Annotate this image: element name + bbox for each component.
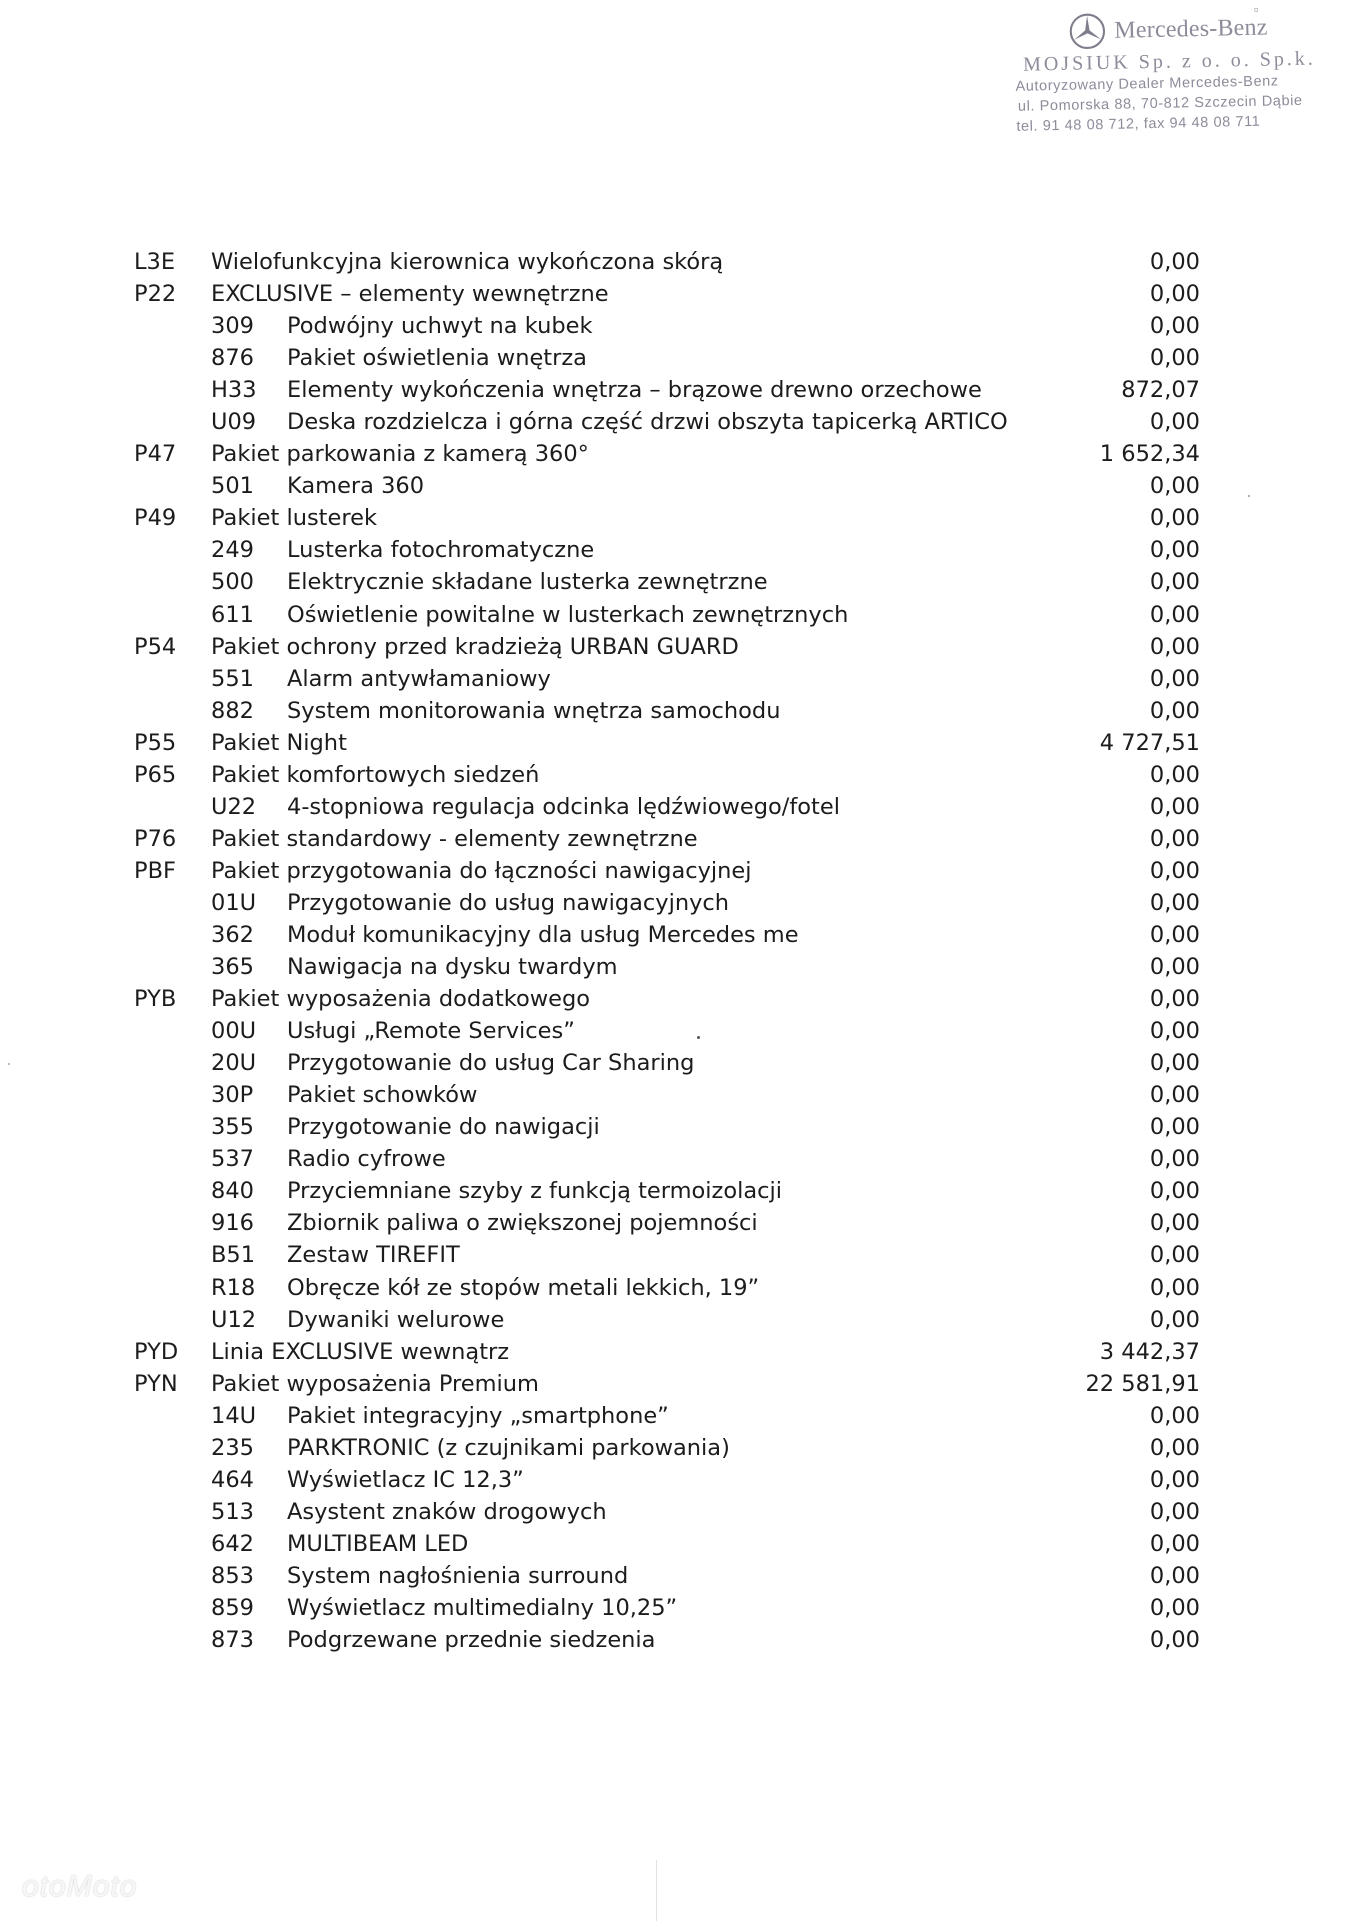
option-row bbox=[0, 1560, 1360, 1592]
option-description: Zbiornik paliwa o zwiększonej pojemności bbox=[287, 1210, 758, 1237]
option-price: 0,00 bbox=[1149, 537, 1200, 564]
option-row bbox=[0, 951, 1360, 983]
option-price: 0,00 bbox=[1149, 1562, 1200, 1589]
option-price: 0,00 bbox=[1149, 1530, 1200, 1557]
option-description: MULTIBEAM LED bbox=[287, 1530, 469, 1557]
option-row bbox=[0, 1079, 1360, 1111]
stamp-brand-row bbox=[1068, 4, 1339, 51]
option-price: 0,00 bbox=[1149, 761, 1200, 788]
option-code: P49 bbox=[134, 505, 177, 532]
option-code: 500 bbox=[211, 569, 254, 596]
option-description: Lusterka fotochromatyczne bbox=[287, 537, 595, 564]
option-row bbox=[0, 791, 1360, 823]
option-code: P54 bbox=[134, 633, 177, 660]
option-row bbox=[0, 695, 1360, 727]
option-price: 0,00 bbox=[1149, 409, 1200, 436]
option-code: 355 bbox=[211, 1114, 254, 1141]
option-description: Przyciemniane szyby z funkcją termoizolacji bbox=[287, 1178, 783, 1205]
stamp-phone-line: tel. 91 48 08 712, fax 94 48 08 711 bbox=[1016, 113, 1261, 135]
option-code: 14U bbox=[211, 1402, 257, 1429]
option-code: 859 bbox=[211, 1594, 254, 1621]
option-description: Pakiet przygotowania do łączności nawigacyjnej bbox=[211, 857, 752, 884]
option-code: 501 bbox=[211, 473, 254, 500]
option-row bbox=[0, 566, 1360, 598]
option-code: 882 bbox=[211, 697, 254, 724]
option-price: 22 581,91 bbox=[1085, 1370, 1200, 1397]
option-row bbox=[0, 1207, 1360, 1239]
option-code: U09 bbox=[211, 409, 257, 436]
option-row bbox=[0, 1272, 1360, 1304]
option-price: 0,00 bbox=[1149, 889, 1200, 916]
option-description: Przygotowanie do nawigacji bbox=[287, 1114, 600, 1141]
option-code: 642 bbox=[211, 1530, 254, 1557]
option-code: 873 bbox=[211, 1627, 254, 1654]
stamp-company-name: MOJSIUK Sp. z o. o. Sp.k. bbox=[1022, 47, 1317, 76]
option-description: Elektrycznie składane lusterka zewnętrzne bbox=[287, 569, 768, 596]
option-description: Pakiet oświetlenia wnętrza bbox=[287, 345, 587, 372]
option-row bbox=[0, 1047, 1360, 1079]
option-row bbox=[0, 599, 1360, 631]
option-row bbox=[0, 759, 1360, 791]
option-price: 0,00 bbox=[1149, 249, 1200, 275]
option-description: Zestaw TIREFIT bbox=[287, 1242, 460, 1269]
option-code: U12 bbox=[211, 1306, 257, 1333]
watermark-text: otoMoto bbox=[22, 1870, 138, 1903]
option-code: PBF bbox=[134, 857, 176, 884]
option-price: 0,00 bbox=[1149, 1050, 1200, 1077]
option-price: 0,00 bbox=[1149, 793, 1200, 820]
option-price: 0,00 bbox=[1149, 569, 1200, 596]
option-price: 0,00 bbox=[1149, 1627, 1200, 1654]
option-price: 0,00 bbox=[1149, 313, 1200, 340]
option-description: Pakiet integracyjny „smartphone” bbox=[287, 1402, 669, 1429]
option-code: B51 bbox=[211, 1242, 256, 1269]
option-description: Radio cyfrowe bbox=[287, 1146, 446, 1173]
option-price: 0,00 bbox=[1149, 954, 1200, 981]
option-row bbox=[0, 1143, 1360, 1175]
option-price: 0,00 bbox=[1149, 281, 1200, 308]
option-price: 0,00 bbox=[1149, 1274, 1200, 1301]
option-description: Moduł komunikacyjny dla usług Mercedes me bbox=[287, 921, 799, 948]
option-description: Pakiet ochrony przed kradzieżą URBAN GUARD bbox=[211, 633, 739, 660]
option-row bbox=[0, 1015, 1360, 1047]
option-description: EXCLUSIVE – elementy wewnętrzne bbox=[211, 281, 609, 308]
option-code: 611 bbox=[211, 601, 254, 628]
option-description: Elementy wykończenia wnętrza – brązowe drewno orzechowe bbox=[287, 377, 982, 404]
option-code: 00U bbox=[211, 1018, 257, 1045]
option-description: Wielofunkcyjna kierownica wykończona skórą bbox=[211, 249, 724, 275]
option-description: Kamera 360 bbox=[287, 473, 425, 500]
option-code: 551 bbox=[211, 665, 254, 692]
option-description: Pakiet wyposażenia Premium bbox=[211, 1370, 539, 1397]
option-price: 4 727,51 bbox=[1099, 729, 1200, 756]
option-code: P47 bbox=[134, 441, 177, 468]
option-code: P65 bbox=[134, 761, 177, 788]
option-code: P76 bbox=[134, 825, 177, 852]
option-row bbox=[0, 1304, 1360, 1336]
option-row bbox=[0, 983, 1360, 1015]
option-row bbox=[0, 1336, 1360, 1368]
option-price: 0,00 bbox=[1149, 1466, 1200, 1493]
option-description: Pakiet standardowy - elementy zewnętrzne bbox=[211, 825, 698, 852]
option-description: Podwójny uchwyt na kubek bbox=[287, 313, 593, 340]
mercedes-star-icon bbox=[1068, 12, 1107, 51]
option-row bbox=[0, 631, 1360, 663]
option-row bbox=[0, 1239, 1360, 1271]
option-price: 0,00 bbox=[1149, 665, 1200, 692]
option-code: R18 bbox=[211, 1274, 256, 1301]
option-row bbox=[0, 470, 1360, 502]
option-row bbox=[0, 1175, 1360, 1207]
option-row bbox=[0, 502, 1360, 534]
option-code: P22 bbox=[134, 281, 177, 308]
option-description: Deska rozdzielcza i górna część drzwi obszyta tapicerką ARTICO bbox=[287, 409, 1008, 436]
option-description: Pakiet komfortowych siedzeń bbox=[211, 761, 540, 788]
option-price: 0,00 bbox=[1149, 921, 1200, 948]
option-row bbox=[0, 342, 1360, 374]
option-row bbox=[0, 727, 1360, 759]
option-price: 0,00 bbox=[1149, 505, 1200, 532]
option-code: L3E bbox=[134, 249, 176, 275]
option-row bbox=[0, 1368, 1360, 1400]
option-price: 0,00 bbox=[1149, 601, 1200, 628]
option-price: 0,00 bbox=[1149, 1082, 1200, 1109]
option-price: 0,00 bbox=[1149, 1210, 1200, 1237]
option-price: 0,00 bbox=[1149, 1178, 1200, 1205]
option-row bbox=[0, 438, 1360, 470]
option-description: Dywaniki welurowe bbox=[287, 1306, 505, 1333]
option-price: 1 652,34 bbox=[1099, 441, 1200, 468]
option-description: Asystent znaków drogowych bbox=[287, 1498, 607, 1525]
option-row bbox=[0, 374, 1360, 406]
option-code: PYN bbox=[134, 1370, 178, 1397]
scan-speck bbox=[1248, 495, 1250, 497]
option-description: Podgrzewane przednie siedzenia bbox=[287, 1627, 656, 1654]
option-price: 0,00 bbox=[1149, 1402, 1200, 1429]
option-code: 235 bbox=[211, 1434, 254, 1461]
option-row bbox=[0, 919, 1360, 951]
stamp-dot-mark: ¤ bbox=[1253, 4, 1259, 15]
dealer-stamp bbox=[1008, 4, 1341, 137]
scan-speck bbox=[8, 1063, 10, 1065]
option-row bbox=[0, 534, 1360, 566]
stamp-brand-name: Mercedes-Benz bbox=[1114, 14, 1268, 44]
option-row bbox=[0, 823, 1360, 855]
option-description: Nawigacja na dysku twardym bbox=[287, 954, 618, 981]
option-price: 0,00 bbox=[1149, 473, 1200, 500]
option-code: 916 bbox=[211, 1210, 254, 1237]
option-description: Wyświetlacz multimedialny 10,25” bbox=[287, 1594, 678, 1621]
option-row bbox=[0, 855, 1360, 887]
option-code: 362 bbox=[211, 921, 254, 948]
option-price: 0,00 bbox=[1149, 1018, 1200, 1045]
option-price: 0,00 bbox=[1149, 1146, 1200, 1173]
option-row bbox=[0, 887, 1360, 919]
option-code: PYB bbox=[134, 986, 177, 1013]
option-price: 0,00 bbox=[1149, 1498, 1200, 1525]
option-description: Wyświetlacz IC 12,3” bbox=[287, 1466, 524, 1493]
option-price: 0,00 bbox=[1149, 1594, 1200, 1621]
option-row bbox=[0, 246, 1360, 278]
option-price: 872,07 bbox=[1121, 377, 1200, 404]
option-price: 0,00 bbox=[1149, 697, 1200, 724]
option-description: Oświetlenie powitalne w lusterkach zewnętrznych bbox=[287, 601, 849, 628]
option-description: PARKTRONIC (z czujnikami parkowania) bbox=[287, 1434, 730, 1461]
option-row bbox=[0, 406, 1360, 438]
option-price: 0,00 bbox=[1149, 1434, 1200, 1461]
option-code: 876 bbox=[211, 345, 254, 372]
option-code: 30P bbox=[211, 1082, 254, 1109]
option-row bbox=[0, 1432, 1360, 1464]
option-code: 840 bbox=[211, 1178, 254, 1205]
option-price: 0,00 bbox=[1149, 633, 1200, 660]
option-row bbox=[0, 1496, 1360, 1528]
option-price: 0,00 bbox=[1149, 345, 1200, 372]
option-row bbox=[0, 663, 1360, 695]
option-description: Pakiet lusterek bbox=[211, 505, 377, 532]
option-description: Pakiet Night bbox=[211, 729, 347, 756]
option-price: 3 442,37 bbox=[1099, 1338, 1200, 1365]
option-row bbox=[0, 278, 1360, 310]
option-row bbox=[0, 1592, 1360, 1624]
scan-speck bbox=[697, 1036, 700, 1039]
equipment-list bbox=[0, 246, 1360, 1656]
option-description: System nagłośnienia surround bbox=[287, 1562, 629, 1589]
option-code: 537 bbox=[211, 1146, 254, 1173]
option-code: 01U bbox=[211, 889, 257, 916]
option-code: 853 bbox=[211, 1562, 254, 1589]
option-description: System monitorowania wnętrza samochodu bbox=[287, 697, 781, 724]
scan-edge-line bbox=[656, 1860, 657, 1921]
option-price: 0,00 bbox=[1149, 857, 1200, 884]
option-description: Obręcze kół ze stopów metali lekkich, 19” bbox=[287, 1274, 760, 1301]
option-row bbox=[0, 310, 1360, 342]
option-price: 0,00 bbox=[1149, 1306, 1200, 1333]
option-description: Pakiet wyposażenia dodatkowego bbox=[211, 986, 591, 1013]
option-code: 249 bbox=[211, 537, 254, 564]
option-code: 464 bbox=[211, 1466, 254, 1493]
option-code: 513 bbox=[211, 1498, 254, 1525]
option-code: H33 bbox=[211, 377, 257, 404]
option-description: Przygotowanie do usług nawigacyjnych bbox=[287, 889, 730, 916]
option-price: 0,00 bbox=[1149, 986, 1200, 1013]
option-code: U22 bbox=[211, 793, 257, 820]
option-row bbox=[0, 1528, 1360, 1560]
option-price: 0,00 bbox=[1149, 825, 1200, 852]
option-code: 309 bbox=[211, 313, 254, 340]
option-row bbox=[0, 1624, 1360, 1656]
option-description: Alarm antywłamaniowy bbox=[287, 665, 551, 692]
option-row bbox=[0, 1111, 1360, 1143]
option-code: 365 bbox=[211, 954, 254, 981]
option-description: 4-stopniowa regulacja odcinka lędźwiowego/fotel bbox=[287, 793, 840, 820]
option-code: PYD bbox=[134, 1338, 179, 1365]
option-row bbox=[0, 1400, 1360, 1432]
option-code: P55 bbox=[134, 729, 177, 756]
option-description: Usługi „Remote Services” bbox=[287, 1018, 575, 1045]
option-description: Linia EXCLUSIVE wewnątrz bbox=[211, 1338, 510, 1365]
option-code: 20U bbox=[211, 1050, 257, 1077]
option-description: Przygotowanie do usług Car Sharing bbox=[287, 1050, 695, 1077]
option-description: Pakiet schowków bbox=[287, 1082, 478, 1109]
option-description: Pakiet parkowania z kamerą 360° bbox=[211, 441, 589, 468]
option-price: 0,00 bbox=[1149, 1242, 1200, 1269]
stamp-address-line: ul. Pomorska 88, 70-812 Szczecin Dąbie bbox=[1017, 92, 1303, 115]
option-price: 0,00 bbox=[1149, 1114, 1200, 1141]
option-row bbox=[0, 1464, 1360, 1496]
stamp-dealer-line: Autoryzowany Dealer Mercedes-Benz bbox=[1015, 73, 1279, 95]
